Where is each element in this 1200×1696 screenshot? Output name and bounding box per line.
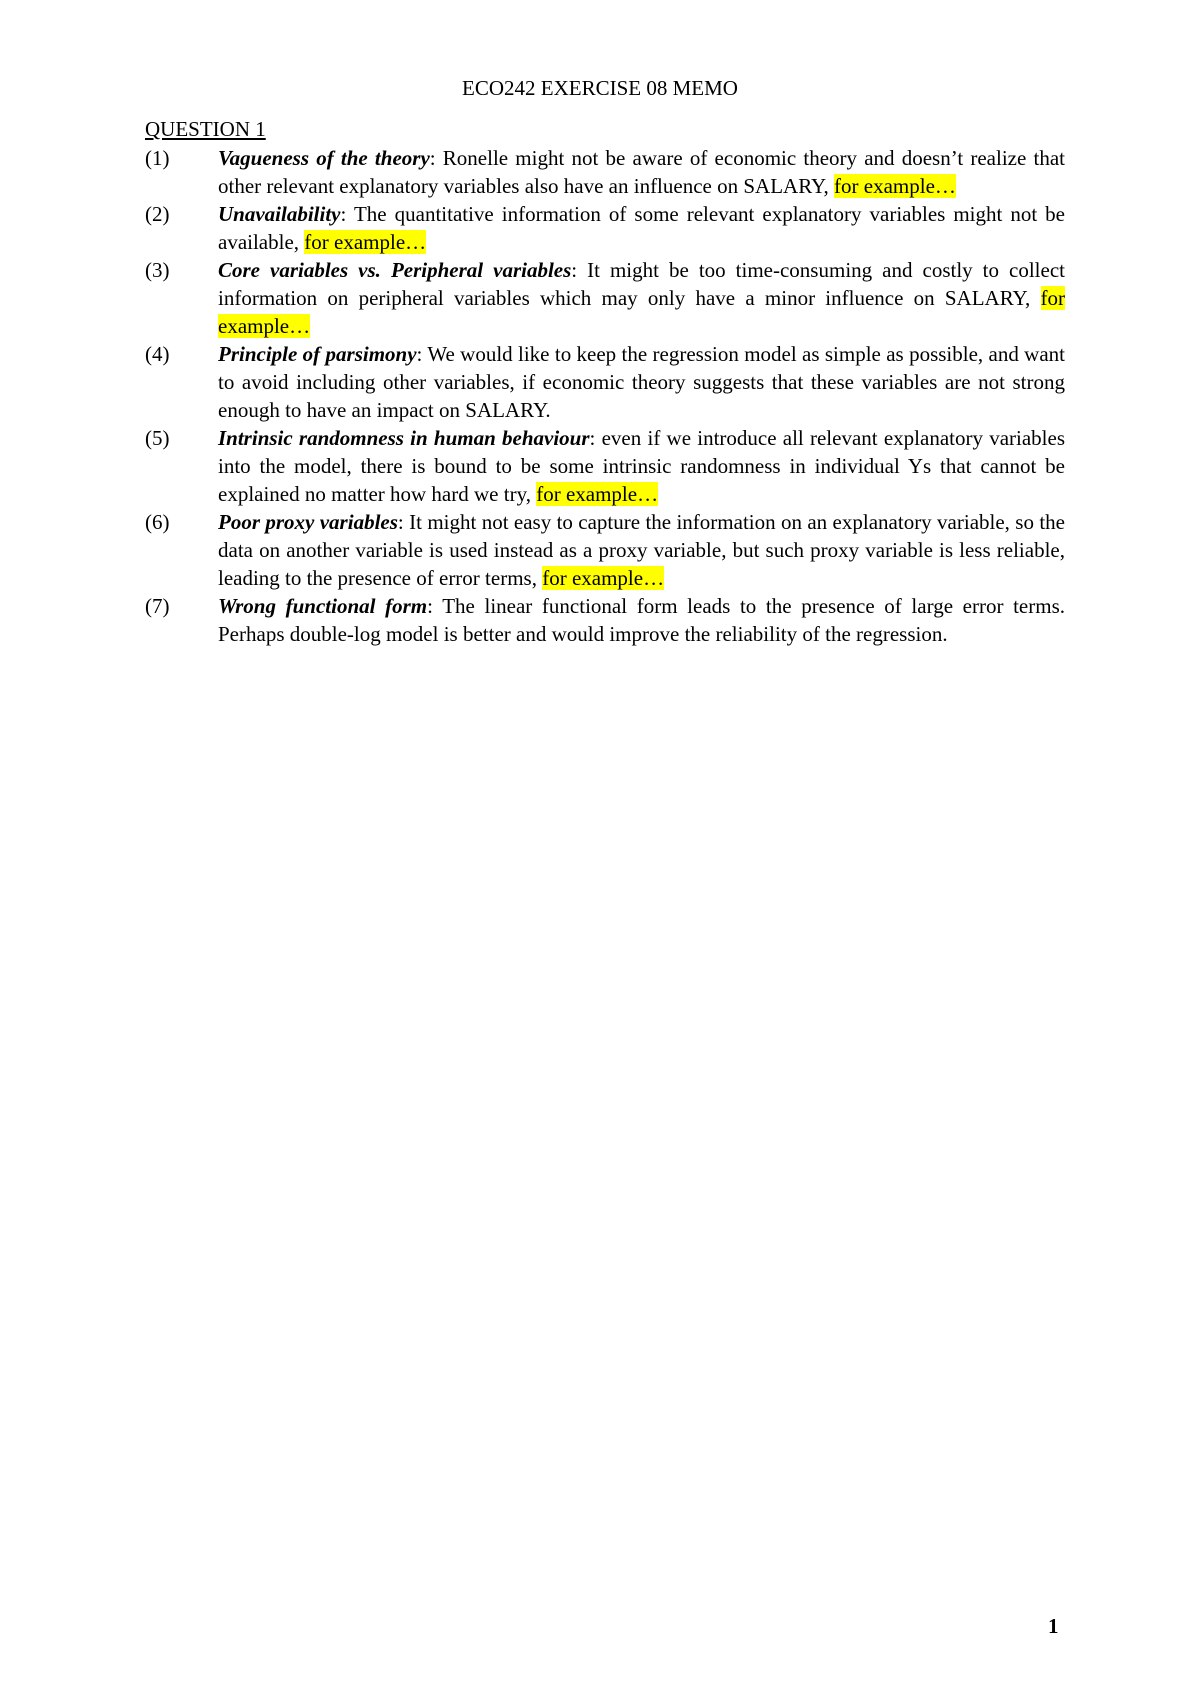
item-body	[218, 340, 1065, 424]
document-title: ECO242 EXERCISE 08 MEMO	[462, 76, 738, 100]
item-body	[218, 256, 1065, 340]
item-number: (6)	[145, 510, 170, 534]
item-number: (4)	[145, 342, 170, 366]
item-text: : We would like to keep the regression model as simple as possible, and want to avoid including other variables, if economic theory suggests that these variables are not strong enough to have an impact on SALARY.	[218, 342, 1065, 422]
item-number: (3)	[145, 258, 170, 282]
list-item	[145, 424, 1065, 508]
answer-list	[145, 144, 1065, 648]
item-term: Principle of parsimony	[218, 342, 417, 366]
question-heading: QUESTION 1	[145, 117, 266, 141]
list-item	[145, 508, 1065, 592]
example-highlight: for example…	[218, 286, 1065, 338]
item-number: (1)	[145, 146, 170, 170]
example-highlight: for example…	[304, 230, 427, 254]
list-item	[145, 592, 1065, 648]
item-term: Poor proxy variables	[218, 510, 398, 534]
item-term: Core variables vs. Peripheral variables	[218, 258, 572, 282]
item-text: : It might be too time-consuming and costly to collect information on peripheral variables which may only have a minor influence on SALARY,	[218, 258, 1065, 310]
example-highlight: for example…	[834, 174, 956, 198]
item-text: : Ronelle might not be aware of economic theory and doesn’t realize that other relevant explanatory variables also have an influence on SALARY,	[218, 146, 1065, 198]
example-highlight: for example…	[542, 566, 665, 590]
list-item	[145, 200, 1065, 256]
item-term: Vagueness of the theory	[218, 146, 430, 170]
item-body	[218, 508, 1065, 592]
item-text: : It might not easy to capture the information on an explanatory variable, so the data on another variable is used instead as a proxy variable, but such proxy variable is less reliable, leading to the presence of error terms,	[218, 510, 1066, 590]
item-term: Intrinsic randomness in human behaviour	[218, 426, 590, 450]
item-term: Wrong functional form	[218, 594, 428, 618]
item-number: (2)	[145, 202, 170, 226]
page-number: 1	[1048, 1614, 1059, 1638]
item-body	[218, 144, 1065, 200]
list-item	[145, 144, 1065, 200]
item-term: Unavailability	[218, 202, 341, 226]
item-number: (7)	[145, 594, 170, 618]
item-text: : The linear functional form leads to the presence of large error terms. Perhaps double-log model is better and would improve the reliability of the regression.	[218, 594, 1065, 646]
item-text: : The quantitative information of some relevant explanatory variables might not be available,	[218, 202, 1065, 254]
example-highlight: for example…	[536, 482, 659, 506]
item-body	[218, 592, 1065, 648]
item-body	[218, 200, 1065, 256]
item-number: (5)	[145, 426, 170, 450]
list-item	[145, 340, 1065, 424]
item-text: : even if we introduce all relevant explanatory variables into the model, there is bound to be some intrinsic randomness in individual Ys that cannot be explained no matter how hard we try,	[218, 426, 1065, 506]
list-item	[145, 256, 1065, 340]
item-body	[218, 424, 1065, 508]
